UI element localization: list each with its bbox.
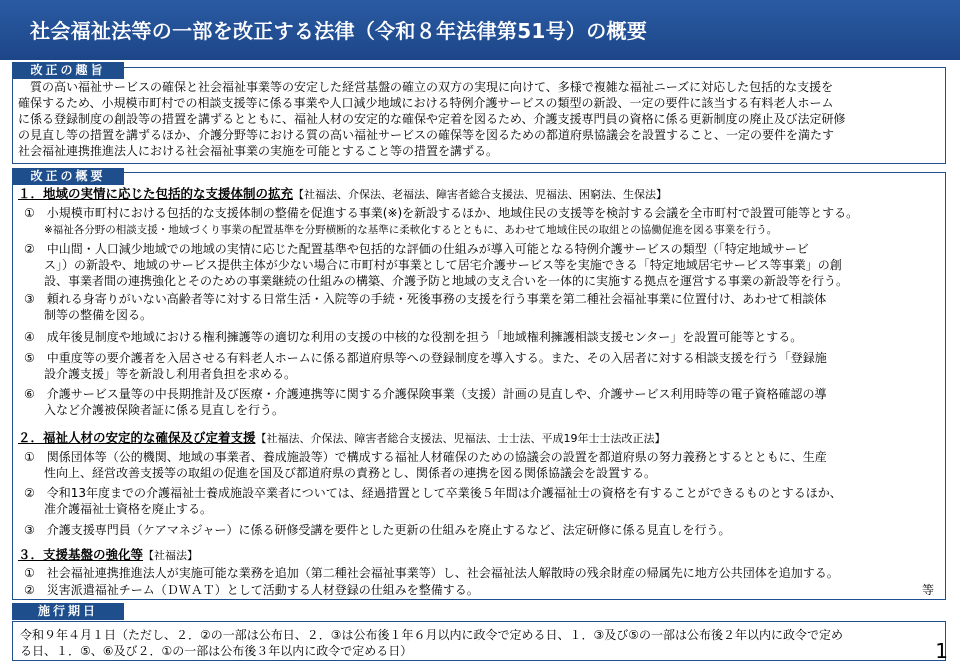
- section-2-item-cont: 准介護福祉士資格を廃止する。: [44, 502, 213, 516]
- section-1-item-cont: ス」）の新設や、地域のサービス提供主体が少ない場合に市町村が事業として居宅介護サービス等を実施できる「特定地域居宅サービス等事業」の創: [44, 258, 842, 272]
- purpose-line: の見直し等の措置を講ずるほか、介護分野等における質の高い福祉サービスの確保等を図るための都道府県協議会を設置すること、一定の要件を満たす: [18, 128, 835, 142]
- section-2-title: ２．福祉人材の安定的な確保及び定着支援: [18, 430, 256, 445]
- section-3-title: ３．支援基盤の強化等: [18, 547, 144, 562]
- section-1-item-cont: 制等の整備を図る。: [44, 308, 153, 322]
- section-1-laws: 【社福法、介保法、老福法、障害者総合支援法、児福法、困窮法、生保法】: [293, 188, 668, 201]
- section-2-item: ② 令和13年度までの介護福祉士養成施設卒業者については、経過措置として卒業後５年間は介護福祉士の資格を有することができるものとするほか、: [24, 486, 842, 500]
- purpose-line: に係る登録制度の創設等の措置を講ずるとともに、福祉人材の安定的な確保や定着を図るため、介護支援専門員の資格に係る更新制度の廃止及び法定研修: [18, 112, 846, 126]
- effective-label: 施行期日: [12, 603, 124, 620]
- section-2-heading: [18, 430, 666, 447]
- section-1-heading: [18, 186, 667, 203]
- section-3-heading: [18, 547, 198, 564]
- section-3-item: ② 災害派遣福祉チーム（ＤＷＡＴ）として活動する人材登録の仕組みを整備する。: [24, 583, 479, 597]
- section-2-item: ③ 介護支援専門員（ケアマネジャー）に係る研修受講を要件とした更新の仕組みを廃止するなど、法定研修に係る見直しを行う。: [24, 523, 731, 537]
- section-1-item-cont: 入など介護被保険者証に係る見直しを行う。: [44, 403, 285, 417]
- page-title: 社会福祉法等の一部を改正する法律（令和８年法律第51号）の概要: [30, 19, 648, 43]
- section-1-item-cont: 設介護支援」等を新設し利用者負担を求める。: [44, 367, 297, 381]
- section-1-title: １．地域の実情に応じた包括的な支援体制の拡充: [18, 186, 294, 201]
- purpose-text: [18, 79, 944, 163]
- summary-text: [18, 186, 944, 598]
- section-1-item: ② 中山間・人口減少地域での地域の実情に応じた配置基準や包括的な評価の仕組みが導入可能となる特例介護サービスの類型（「特定地域サービ: [24, 242, 809, 256]
- title-bar: [0, 0, 960, 60]
- section-3-item: ① 社会福祉連携推進法人が実施可能な業務を追加（第二種社会福祉事業等）し、社会福祉法人解散時の残余財産の帰属先に地方公共団体を追加する。: [24, 566, 839, 580]
- section-3-laws: 【社福法】: [143, 549, 199, 562]
- purpose-label: 改正の趣旨: [12, 62, 124, 79]
- section-1-item: ⑤ 中重度等の要介護者を入居させる有料老人ホームに係る都道府県等への登録制度を導入する。また、その入居者に対する相談支援を行う「登録施: [24, 351, 827, 365]
- section-2-item: ① 関係団体等（公的機関、地域の事業者、養成施設等）で構成する福祉人材確保のための協議会の設置を都道府県の努力義務とするとともに、生産: [24, 450, 827, 464]
- purpose-line: 確保するため、小規模市町村での相談支援等に係る事業や人口減少地域における特例介護サービスの類型の新設、一定の要件に該当する有料老人ホーム: [18, 96, 834, 110]
- effective-text: [20, 627, 940, 659]
- page-number: 1: [935, 639, 948, 663]
- section-1-item: ① 小規模市町村における包括的な支援体制の整備を促進する事業(※)を新設するほか、地域住民の支援等を検討する会議を全市町村で設置可能等とする。: [24, 206, 859, 220]
- summary-label: 改正の概要: [12, 168, 124, 185]
- section-1-item: ④ 成年後見制度や地域における権利擁護等の適切な利用の支援の中核的な役割を担う「地域権利擁護相談支援センター」を設置可能等とする。: [24, 330, 803, 344]
- section-1-item: ⑥ 介護サービス量等の中長期推計及び医療・介護連携等に関する介護保険事業（支援）計画の見直しや、介護サービス利用時等の電子資格確認の導: [24, 387, 827, 401]
- section-2-laws: 【社福法、介保法、障害者総合支援法、児福法、士士法、平成19年士士法改正法】: [255, 432, 666, 445]
- purpose-line: 社会福祉連携推進法人における社会福祉事業の実施を可能とすること等の措置を講ずる。: [18, 144, 499, 158]
- etc-marker: 等: [922, 583, 935, 597]
- effective-line: 令和９年４月１日（ただし、２．②の一部は公布日、２．③は公布後１年６月以内に政令で定める日、１．③及び⑤の一部は公布後２年以内に政令で定め: [20, 628, 844, 642]
- section-2-item-cont: 性向上、経営改善支援等の取組の促進を国及び都道府県の責務とし、関係者の連携を図る関係協議会を設置する。: [44, 466, 657, 480]
- section-1-item: ③ 頼れる身寄りがいない高齢者等に対する日常生活・入院等の手続・死後事務の支援を行う事業を第二種社会福祉事業に位置付け、あわせて相談体: [24, 292, 827, 306]
- effective-line: る日、１．⑤、⑥及び２．①の一部は公布後３年以内に政令で定める日）: [20, 644, 413, 658]
- section-1-item-cont: 設、事業者間の連携強化とそのための事業継続の仕組みの構築、介護予防と地域の支え合いを一体的に実施する拠点を運営する事業の新設等を行う。: [44, 274, 849, 288]
- section-1-note: ※福祉各分野の相談支援・地域づくり事業の配置基準を分野横断的な基準に柔軟化するとともに、あわせて地域住民の取組との協働促進を図る事業を行う。: [44, 224, 778, 236]
- purpose-line: 質の高い福祉サービスの確保と社会福祉事業等の安定した経営基盤の確立の双方の実現に向けて、多様で複雑な福祉ニーズに対応した包括的な支援を: [18, 80, 834, 94]
